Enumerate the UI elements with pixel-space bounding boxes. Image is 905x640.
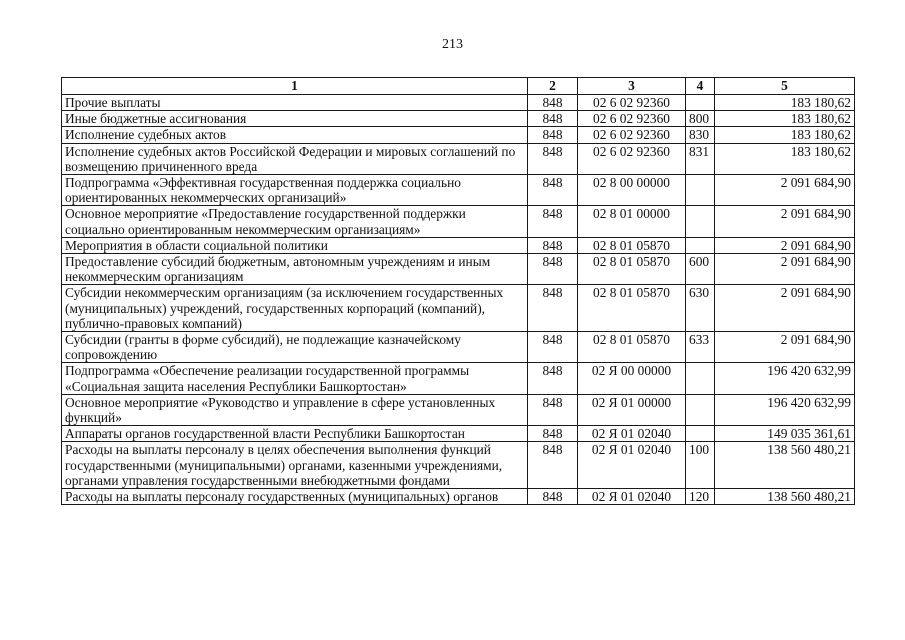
header-csr: 3 [578, 78, 686, 95]
row-vr [686, 95, 715, 111]
table-row [62, 394, 855, 425]
row-grbs: 848 [528, 111, 578, 127]
table-row [62, 95, 855, 111]
row-csr: 02 8 01 00000 [578, 206, 686, 237]
row-sum: 196 420 632,99 [715, 363, 855, 394]
row-grbs: 848 [528, 237, 578, 253]
row-csr: 02 6 02 92360 [578, 143, 686, 174]
row-csr: 02 Я 01 00000 [578, 394, 686, 425]
table-row [62, 442, 855, 489]
header-grbs: 2 [528, 78, 578, 95]
row-grbs: 848 [528, 285, 578, 332]
table-row [62, 426, 855, 442]
row-grbs: 848 [528, 206, 578, 237]
row-csr: 02 8 01 05870 [578, 254, 686, 285]
table-header [62, 78, 855, 95]
row-sum: 2 091 684,90 [715, 206, 855, 237]
row-vr: 120 [686, 489, 715, 505]
row-sum: 196 420 632,99 [715, 394, 855, 425]
row-name: Исполнение судебных актов [62, 127, 528, 143]
row-csr: 02 8 01 05870 [578, 285, 686, 332]
row-grbs: 848 [528, 426, 578, 442]
row-grbs: 848 [528, 95, 578, 111]
table-row [62, 127, 855, 143]
row-vr: 830 [686, 127, 715, 143]
row-sum: 2 091 684,90 [715, 285, 855, 332]
row-csr: 02 Я 00 00000 [578, 363, 686, 394]
row-name: Мероприятия в области социальной политики [62, 237, 528, 253]
row-sum: 2 091 684,90 [715, 175, 855, 206]
row-name: Расходы на выплаты персоналу в целях обеспечения выполнения функций государственными (муниципальными) органами, казенными учреждениями, органами управления государственными внебюджетными фондами [62, 442, 528, 489]
row-sum: 183 180,62 [715, 127, 855, 143]
table-row [62, 143, 855, 174]
header-sum: 5 [715, 78, 855, 95]
row-csr: 02 8 01 05870 [578, 332, 686, 363]
table-row [62, 332, 855, 363]
row-grbs: 848 [528, 175, 578, 206]
row-csr: 02 Я 01 02040 [578, 426, 686, 442]
row-csr: 02 8 00 00000 [578, 175, 686, 206]
row-csr: 02 6 02 92360 [578, 127, 686, 143]
row-name: Аппараты органов государственной власти Республики Башкортостан [62, 426, 528, 442]
row-name: Основное мероприятие «Предоставление государственной поддержки социально ориентированным некоммерческим организациям» [62, 206, 528, 237]
table-row [62, 489, 855, 505]
row-name: Исполнение судебных актов Российской Федерации и мировых соглашений по возмещению причиненного вреда [62, 143, 528, 174]
row-vr [686, 175, 715, 206]
header-row [62, 78, 855, 95]
row-name: Подпрограмма «Обеспечение реализации государственной программы «Социальная защита населения Республики Башкортостан» [62, 363, 528, 394]
header-name: 1 [62, 78, 528, 95]
row-name: Субсидии некоммерческим организациям (за исключением государственных (муниципальных) учреждений, государственных корпораций (компаний), публично-правовых компаний) [62, 285, 528, 332]
table-row [62, 363, 855, 394]
row-sum: 2 091 684,90 [715, 237, 855, 253]
row-sum: 149 035 361,61 [715, 426, 855, 442]
row-name: Субсидии (гранты в форме субсидий), не подлежащие казначейскому сопровождению [62, 332, 528, 363]
row-vr [686, 206, 715, 237]
row-vr [686, 237, 715, 253]
row-vr [686, 426, 715, 442]
row-sum: 138 560 480,21 [715, 442, 855, 489]
row-name: Подпрограмма «Эффективная государственная поддержка социально ориентированных некоммерческих организаций» [62, 175, 528, 206]
row-grbs: 848 [528, 254, 578, 285]
row-vr: 633 [686, 332, 715, 363]
row-name: Иные бюджетные ассигнования [62, 111, 528, 127]
table-body [62, 95, 855, 505]
row-name: Предоставление субсидий бюджетным, автономным учреждениям и иным некоммерческим организациям [62, 254, 528, 285]
row-vr: 831 [686, 143, 715, 174]
row-csr: 02 Я 01 02040 [578, 442, 686, 489]
table-row [62, 285, 855, 332]
row-sum: 183 180,62 [715, 143, 855, 174]
table-row [62, 111, 855, 127]
row-csr: 02 6 02 92360 [578, 95, 686, 111]
row-vr: 600 [686, 254, 715, 285]
row-csr: 02 Я 01 02040 [578, 489, 686, 505]
row-sum: 183 180,62 [715, 95, 855, 111]
row-name: Прочие выплаты [62, 95, 528, 111]
row-name: Основное мероприятие «Руководство и управление в сфере установленных функций» [62, 394, 528, 425]
page-number: 213 [442, 37, 463, 52]
row-grbs: 848 [528, 332, 578, 363]
row-sum: 183 180,62 [715, 111, 855, 127]
table-row [62, 237, 855, 253]
row-grbs: 848 [528, 442, 578, 489]
row-grbs: 848 [528, 363, 578, 394]
row-sum: 2 091 684,90 [715, 332, 855, 363]
header-vr: 4 [686, 78, 715, 95]
row-csr: 02 6 02 92360 [578, 111, 686, 127]
row-vr [686, 363, 715, 394]
row-grbs: 848 [528, 489, 578, 505]
table-row [62, 206, 855, 237]
budget-table [61, 77, 855, 505]
row-sum: 138 560 480,21 [715, 489, 855, 505]
row-csr: 02 8 01 05870 [578, 237, 686, 253]
row-vr: 800 [686, 111, 715, 127]
row-name: Расходы на выплаты персоналу государственных (муниципальных) органов [62, 489, 528, 505]
row-grbs: 848 [528, 127, 578, 143]
table-row [62, 175, 855, 206]
row-vr: 630 [686, 285, 715, 332]
row-grbs: 848 [528, 143, 578, 174]
row-grbs: 848 [528, 394, 578, 425]
table-row [62, 254, 855, 285]
row-vr [686, 394, 715, 425]
row-sum: 2 091 684,90 [715, 254, 855, 285]
row-vr: 100 [686, 442, 715, 489]
